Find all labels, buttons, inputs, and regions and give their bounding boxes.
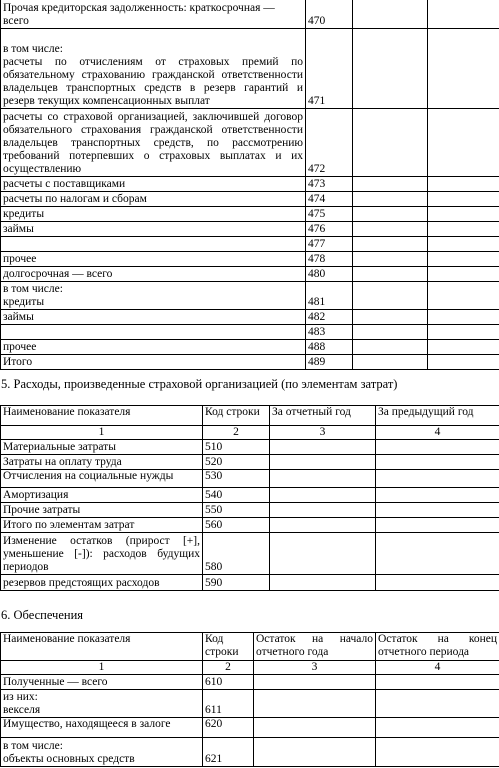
table-row [1,455,499,470]
value-cell [428,237,499,252]
value-cell [428,340,499,355]
value-cell [428,267,499,282]
row-label: Прочая кредиторская задолженность: краткосрочная — всего [1,0,306,29]
row-code: 611 [203,690,254,718]
value-cell [428,355,499,370]
column-number: 4 [376,426,499,440]
row-code: 480 [306,267,353,282]
value-cell [353,222,428,237]
table-row [1,252,499,267]
row-label: в том числе: кредиты [1,282,306,310]
table-row [1,690,499,718]
row-code: 477 [306,237,353,252]
value-cell [353,237,428,252]
value-cell [353,340,428,355]
column-header: За отчетный год [270,406,376,426]
value-cell [270,575,376,591]
row-code: 590 [203,575,270,591]
value-cell [428,325,499,340]
value-cell [376,488,499,503]
liabilities-table [0,0,499,370]
row-code: 472 [306,109,353,177]
row-label: прочее [1,252,306,267]
row-code: 621 [203,738,254,767]
row-code: 560 [203,518,270,533]
row-label: резервов предстоящих расходов [1,575,203,591]
table-row [1,355,499,370]
table-header-row [1,406,499,426]
row-code: 510 [203,440,270,455]
column-number: 4 [376,661,499,675]
value-cell [353,252,428,267]
table-row [1,222,499,237]
row-label: в том числе: объекты основных средств [1,738,203,767]
column-header: Наименование показателя [1,633,203,661]
value-cell [270,470,376,488]
table-row [1,533,499,575]
value-cell [254,690,376,718]
column-number-row [1,426,499,440]
value-cell [270,518,376,533]
value-cell [376,470,499,488]
value-cell [353,177,428,192]
value-cell [376,533,499,575]
row-code: 473 [306,177,353,192]
value-cell [270,455,376,470]
row-code: 483 [306,325,353,340]
row-label: займы [1,222,306,237]
value-cell [428,192,499,207]
row-label: займы [1,310,306,325]
value-cell [353,282,428,310]
table-row [1,518,499,533]
column-number-row [1,661,499,675]
value-cell [353,267,428,282]
value-cell [428,282,499,310]
table-row [1,29,499,109]
value-cell [376,690,499,718]
table-row [1,488,499,503]
row-label: Отчисления на социальные нужды [1,470,203,488]
collateral-table [0,632,499,767]
section-6-title: 6. Обеспечения [1,608,84,622]
value-cell [353,355,428,370]
column-header: Остаток на конец отчетного периода [376,633,499,661]
row-code: 530 [203,470,270,488]
value-cell [376,518,499,533]
row-label [1,237,306,252]
row-label: Итого [1,355,306,370]
table-row [1,325,499,340]
table-row [1,237,499,252]
row-label: Затраты на оплату труда [1,455,203,470]
table-row [1,109,499,177]
row-code: 540 [203,488,270,503]
row-label: долгосрочная — всего [1,267,306,282]
column-number: 1 [1,661,203,675]
row-code: 580 [203,533,270,575]
table-row [1,503,499,518]
row-code: 475 [306,207,353,222]
value-cell [428,207,499,222]
section-5-title: 5. Расходы, произведенные страховой организацией (по элементам затрат) [1,377,398,391]
value-cell [353,207,428,222]
value-cell [254,675,376,690]
table-row [1,440,499,455]
row-label: Амортизация [1,488,203,503]
table-header-row [1,633,499,661]
column-number: 3 [254,661,376,675]
table-row [1,207,499,222]
column-number: 1 [1,426,203,440]
row-label: Изменение остатков (прирост [+], уменьшение [-]): расходов будущих периодов [1,533,203,575]
row-code: 550 [203,503,270,518]
value-cell [428,252,499,267]
row-label [1,325,306,340]
row-label: в том числе: расчеты по отчислениям от страховых премий по обязательному страхованию гражданской ответственности владельцев транспортных средств в резерв гарантий и резерв текущих компенсационных выплат [1,29,306,109]
row-code: 488 [306,340,353,355]
value-cell [353,192,428,207]
value-cell [376,503,499,518]
value-cell [270,533,376,575]
table-row [1,575,499,591]
column-number: 3 [270,426,376,440]
value-cell [376,440,499,455]
value-cell [428,29,499,109]
row-label: Прочие затраты [1,503,203,518]
row-code: 610 [203,675,254,690]
row-code: 620 [203,718,254,738]
table-row [1,718,499,738]
value-cell [254,738,376,767]
value-cell [428,109,499,177]
value-cell [376,718,499,738]
table-row [1,470,499,488]
row-code: 482 [306,310,353,325]
row-label: расчеты со страховой организацией, заключившей договор обязательного страхования гражданской ответственности владельцев транспортных средств, по рассмотрению требований потерпевших о страховых выплатах и их осуществлению [1,109,306,177]
value-cell [353,310,428,325]
value-cell [376,575,499,591]
column-header: Код строки [203,633,254,661]
row-label: Полученные — всего [1,675,203,690]
row-label: кредиты [1,207,306,222]
value-cell [376,675,499,690]
row-code: 476 [306,222,353,237]
row-label: Итого по элементам затрат [1,518,203,533]
table-row [1,192,499,207]
table-row [1,675,499,690]
value-cell [428,0,499,29]
table-row [1,0,499,29]
row-label: прочее [1,340,306,355]
table-row [1,738,499,767]
value-cell [376,738,499,767]
column-number: 2 [203,426,270,440]
table-row [1,177,499,192]
value-cell [353,109,428,177]
row-label: Имущество, находящееся в залоге [1,718,203,738]
value-cell [353,29,428,109]
row-code: 474 [306,192,353,207]
row-code: 470 [306,0,353,29]
table-row [1,267,499,282]
value-cell [428,222,499,237]
row-code: 489 [306,355,353,370]
table-row [1,310,499,325]
value-cell [270,440,376,455]
value-cell [376,455,499,470]
value-cell [254,718,376,738]
row-code: 481 [306,282,353,310]
value-cell [428,310,499,325]
column-header: Наименование показателя [1,406,203,426]
value-cell [353,325,428,340]
column-header: Остаток на начало отчетного года [254,633,376,661]
column-header: Код строки [203,406,270,426]
row-label: расчеты по налогам и сборам [1,192,306,207]
table-row [1,340,499,355]
row-label: расчеты с поставщиками [1,177,306,192]
row-code: 478 [306,252,353,267]
value-cell [353,0,428,29]
value-cell [428,177,499,192]
row-label: Материальные затраты [1,440,203,455]
value-cell [270,503,376,518]
row-code: 471 [306,29,353,109]
row-label: из них: векселя [1,690,203,718]
column-header: За предыдущий год [376,406,499,426]
expenses-table [0,405,499,591]
value-cell [270,488,376,503]
table-row [1,282,499,310]
column-number: 2 [203,661,254,675]
row-code: 520 [203,455,270,470]
